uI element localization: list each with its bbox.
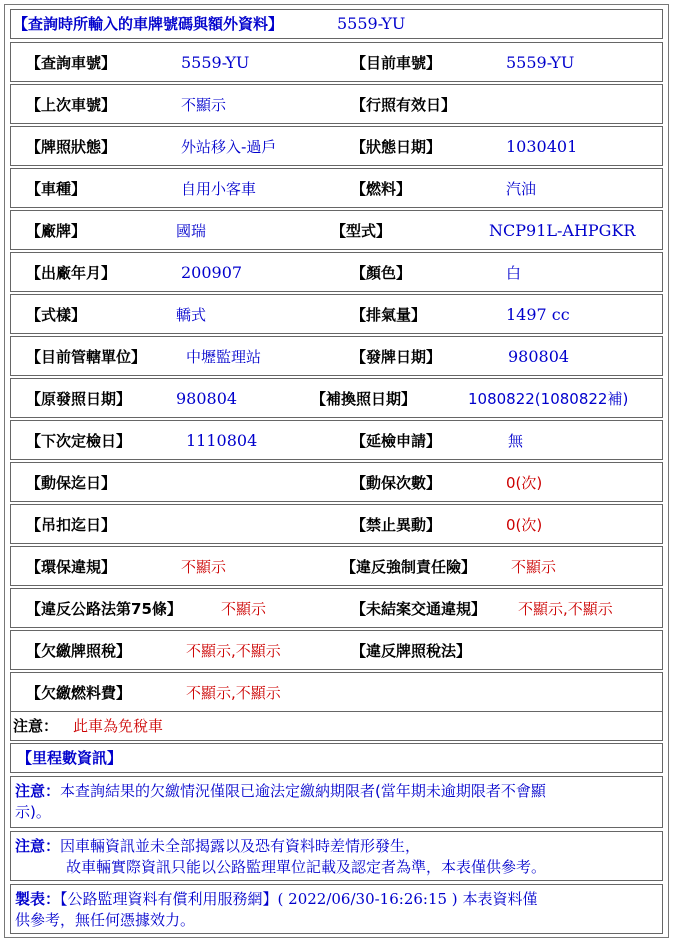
footer-tail1: 本表資料僅 xyxy=(457,890,538,908)
info-row xyxy=(10,462,663,502)
field-value: 不顯示,不顯示 xyxy=(186,684,281,702)
info-row xyxy=(10,126,663,166)
header-title: 【查詢時所輸入的車牌號碼與額外資料】 xyxy=(13,15,284,33)
info-row xyxy=(10,588,663,628)
field-value: 不顯示,不顯示 xyxy=(186,642,281,660)
field-label: 【顏色】 xyxy=(351,264,412,282)
info-row xyxy=(10,84,663,124)
footer-label: 製表： xyxy=(15,890,61,908)
info-row xyxy=(10,210,663,250)
field-label: 【原發照日期】 xyxy=(26,390,132,408)
footer-source: 【公路監理資料有償利用服務網】 xyxy=(60,890,278,908)
info-row xyxy=(10,168,663,208)
field-value: 0(次) xyxy=(506,516,543,534)
footer-tail2: 供參考，無任何憑據效力。 xyxy=(15,911,196,929)
field-label: 【發牌日期】 xyxy=(351,348,442,366)
field-label: 【欠繳燃料費】 xyxy=(26,684,132,702)
mileage-title: 【里程數資訊】 xyxy=(17,749,123,767)
report-frame xyxy=(4,4,669,938)
field-value: 國瑞 xyxy=(176,222,207,240)
field-label: 【違反強制責任險】 xyxy=(341,558,477,576)
field-value: 980804 xyxy=(508,347,570,366)
info-row xyxy=(10,378,663,418)
note2-line2: 故車輛實際資訊只能以公路監理單位記載及認定者為準，本表僅供參考。 xyxy=(66,858,547,876)
field-label: 【補換照日期】 xyxy=(311,390,417,408)
field-value: 1030401 xyxy=(506,137,578,156)
field-value: 無 xyxy=(508,432,524,450)
tax-note-row xyxy=(10,711,663,741)
field-label: 【燃料】 xyxy=(351,180,412,198)
field-value: 1110804 xyxy=(186,431,258,450)
field-label: 【吊扣迄日】 xyxy=(26,516,117,534)
field-label: 【欠繳牌照稅】 xyxy=(26,642,132,660)
info-row xyxy=(10,42,663,82)
footer-time: ( 2022/06/30-16:26:15 ) xyxy=(277,890,458,908)
field-label: 【違反公路法第75條】 xyxy=(26,600,182,618)
field-label: 【禁止異動】 xyxy=(351,516,442,534)
field-label: 【環保違規】 xyxy=(26,558,117,576)
field-value: 0(次) xyxy=(506,474,543,492)
field-value: 980804 xyxy=(176,389,238,408)
field-value: 自用小客車 xyxy=(181,180,257,198)
info-row xyxy=(10,420,663,460)
field-label: 【型式】 xyxy=(331,222,392,240)
info-row xyxy=(10,546,663,586)
field-value: 不顯示 xyxy=(511,558,557,576)
field-value: 5559-YU xyxy=(506,53,575,72)
field-value: 汽油 xyxy=(506,180,537,198)
note1-label: 注意： xyxy=(15,782,61,800)
field-label: 【下次定檢日】 xyxy=(26,432,132,450)
info-row xyxy=(10,672,663,712)
footer-text xyxy=(15,889,537,910)
note2-row xyxy=(10,831,663,881)
field-value: 200907 xyxy=(181,263,243,282)
field-value: 不顯示 xyxy=(181,96,227,114)
field-label: 【目前車號】 xyxy=(351,54,442,72)
field-label: 【未結案交通違規】 xyxy=(351,600,487,618)
field-label: 【廠牌】 xyxy=(26,222,87,240)
field-value: 不顯示 xyxy=(221,600,267,618)
info-row xyxy=(10,294,663,334)
info-row xyxy=(10,630,663,670)
note2-text xyxy=(15,836,420,857)
field-value: 不顯示,不顯示 xyxy=(518,600,613,618)
info-row xyxy=(10,504,663,544)
field-value: 轎式 xyxy=(176,306,207,324)
mileage-row xyxy=(10,743,663,773)
field-label: 【目前管轄單位】 xyxy=(26,348,147,366)
field-label: 【上次車號】 xyxy=(26,96,117,114)
field-label: 【狀態日期】 xyxy=(351,138,442,156)
field-label: 【排氣量】 xyxy=(351,306,427,324)
field-label: 【違反牌照稅法】 xyxy=(351,642,472,660)
field-value: NCP91L-AHPGKR xyxy=(489,221,636,240)
info-row xyxy=(10,252,663,292)
field-value: 1080822(1080822補) xyxy=(468,390,629,408)
field-label: 【查詢車號】 xyxy=(26,54,117,72)
field-value: 5559-YU xyxy=(181,53,250,72)
header-plate: 5559-YU xyxy=(337,14,406,33)
tax-note-text: 此車為免稅車 xyxy=(73,717,164,735)
field-label: 【動保次數】 xyxy=(351,474,442,492)
field-value: 白 xyxy=(506,264,522,282)
field-label: 【式樣】 xyxy=(26,306,87,324)
header-row xyxy=(10,9,663,39)
note2-line1: 因車輛資訊並未全部揭露以及恐有資料時差情形發生， xyxy=(60,837,421,855)
note1-row xyxy=(10,776,663,828)
field-label: 【動保迄日】 xyxy=(26,474,117,492)
tax-note-label: 注意： xyxy=(13,717,59,735)
note2-label: 注意： xyxy=(15,837,61,855)
footer-row xyxy=(10,884,663,934)
field-value: 外站移入-過戶 xyxy=(181,138,277,156)
field-label: 【牌照狀態】 xyxy=(26,138,117,156)
field-value: 中壢監理站 xyxy=(186,348,262,366)
note1-line1: 本查詢結果的欠繳情況僅限已逾法定繳納期限者(當年期未逾期限者不會顯 xyxy=(60,782,546,800)
field-label: 【出廠年月】 xyxy=(26,264,117,282)
info-row xyxy=(10,336,663,376)
field-value: 不顯示 xyxy=(181,558,227,576)
field-label: 【行照有效日】 xyxy=(351,96,457,114)
field-label: 【車種】 xyxy=(26,180,87,198)
note1-line2: 示)。 xyxy=(15,803,51,821)
field-label: 【延檢申請】 xyxy=(351,432,442,450)
field-value: 1497 cc xyxy=(506,305,570,324)
note1-text xyxy=(15,781,546,802)
